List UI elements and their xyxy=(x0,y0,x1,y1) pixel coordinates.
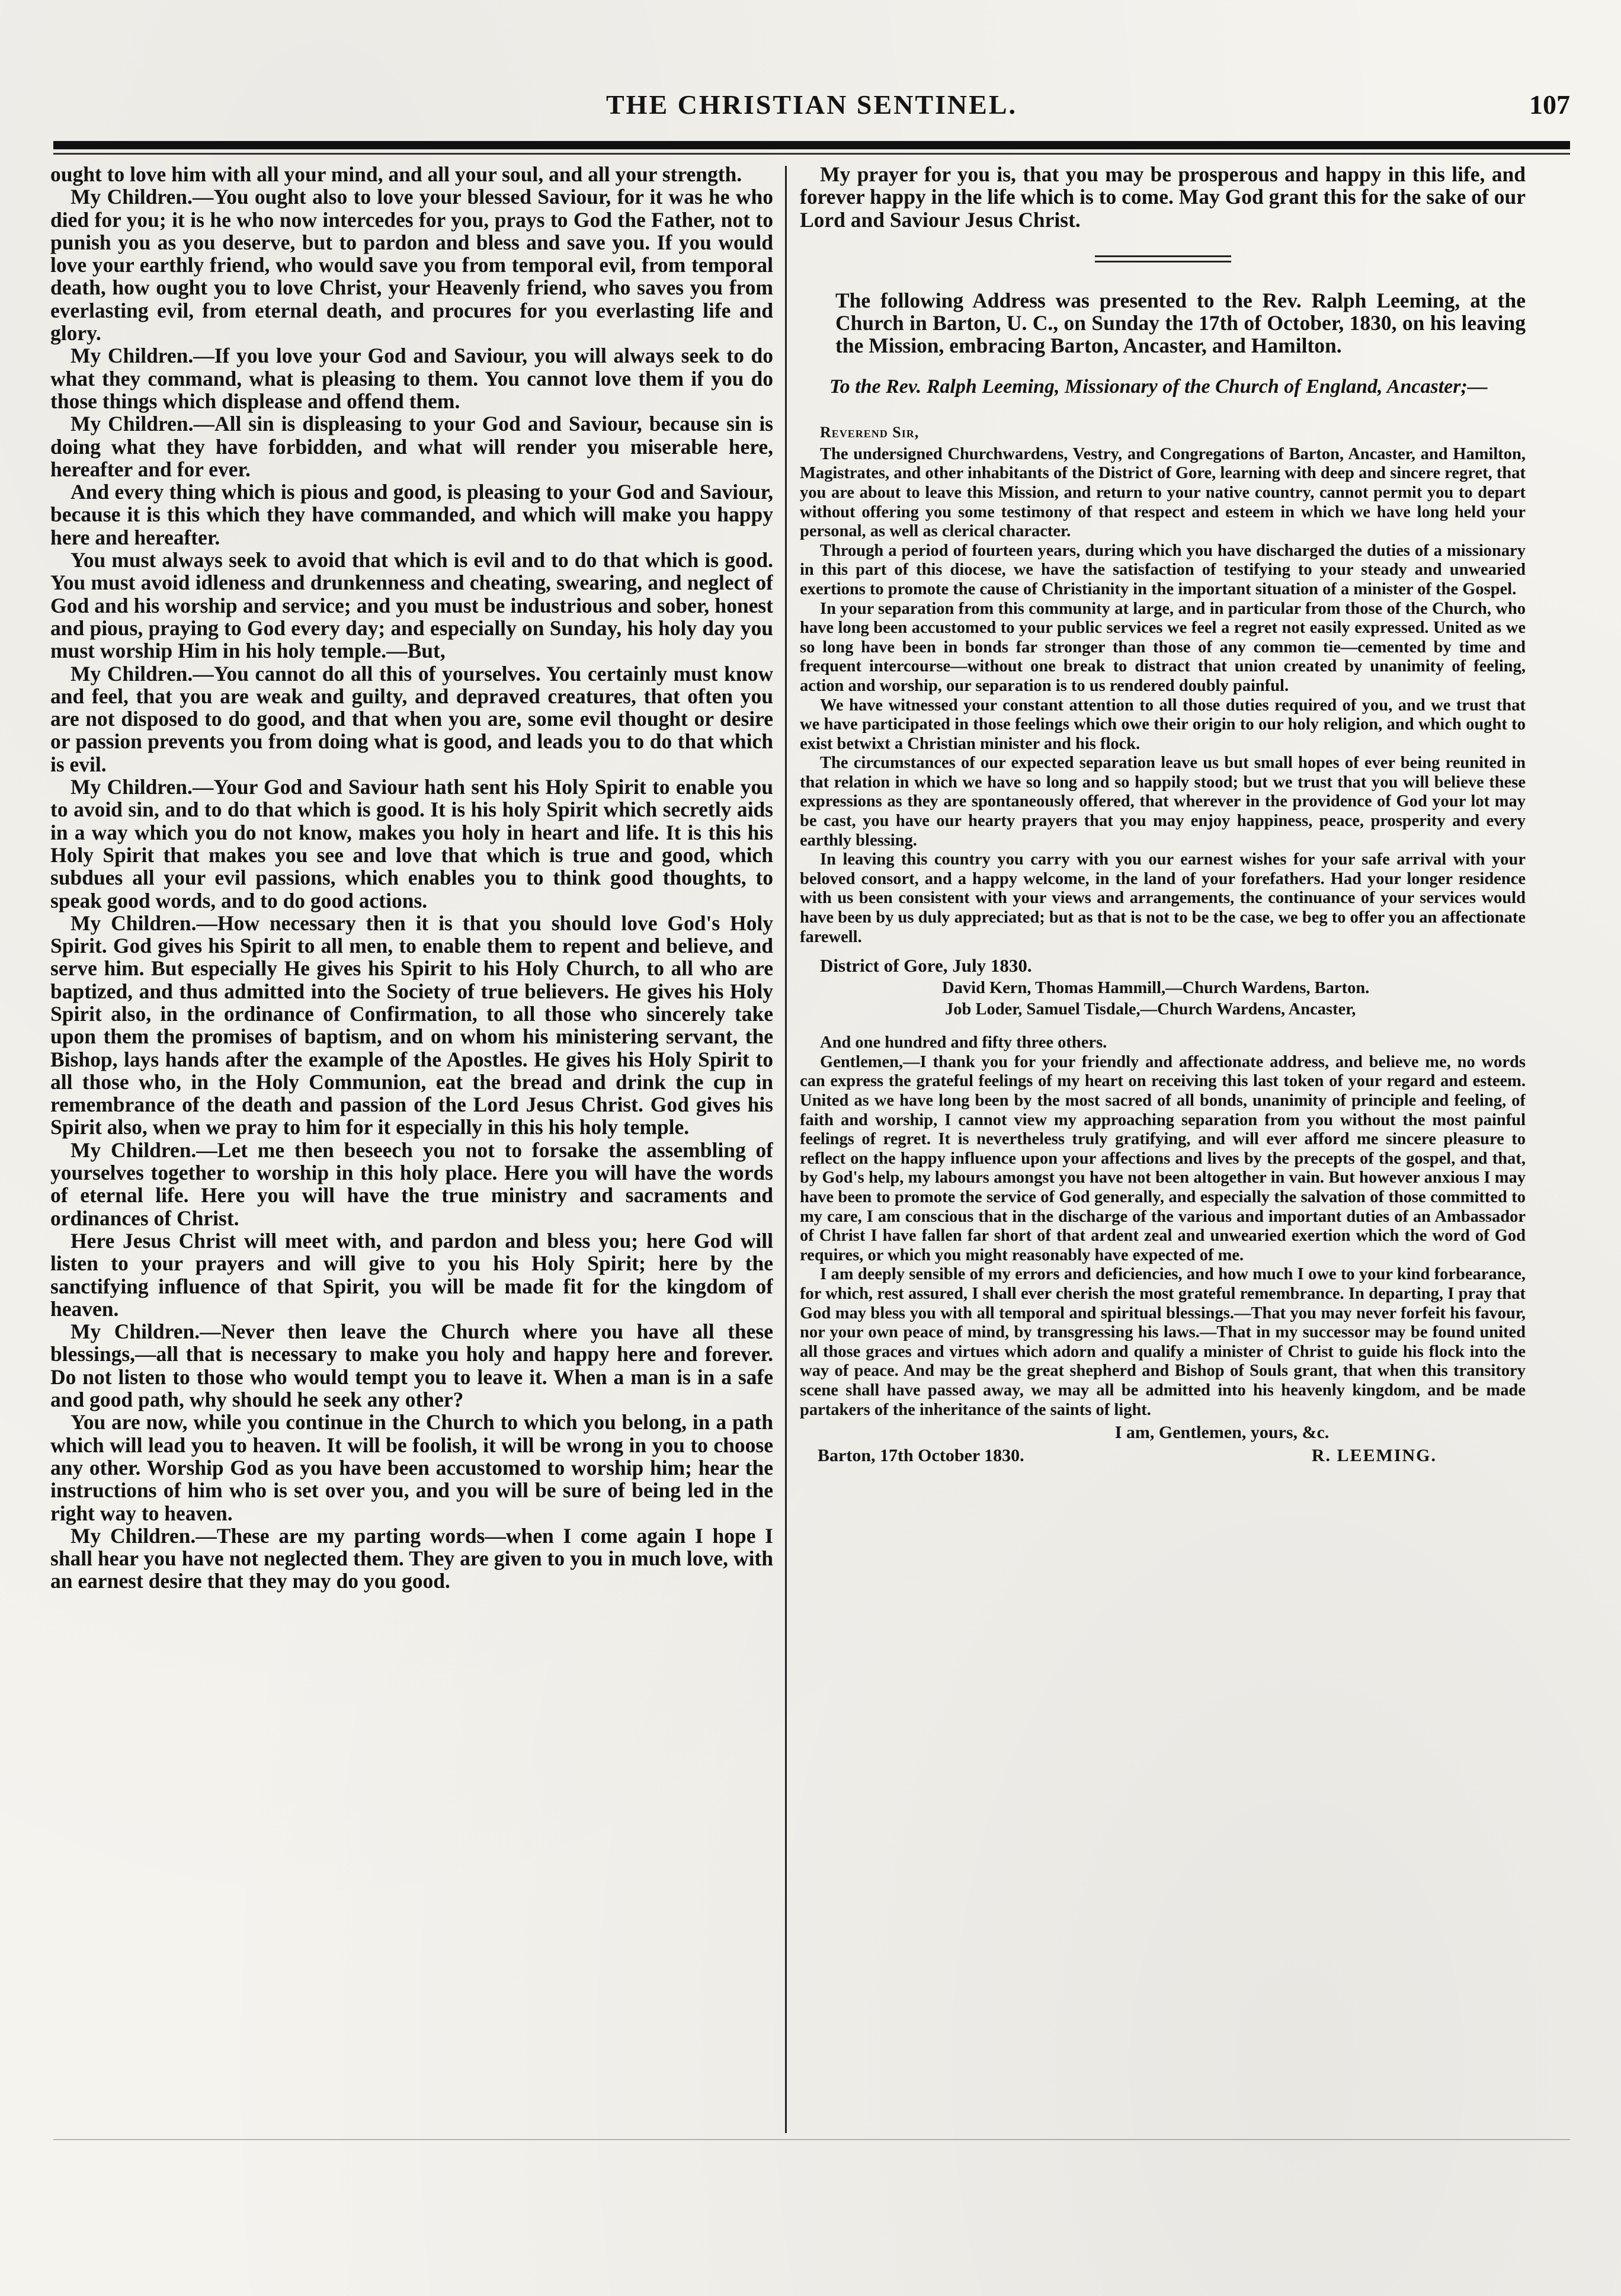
signature-row xyxy=(800,1443,1526,1466)
address-paragraph: The circumstances of our expected separation leave us but small hopes of ever being reunited in that relation in which we have so long and so happily stood; but we trust that you will believe these expressions as they are spontaneously offered, that wherever in the providence of God your lot may be cast, you have our hearty prayers that you may enjoy happiness, peace, prosperity and every earthly blessing. xyxy=(800,754,1526,850)
reply-place-date: Barton, 17th October 1830. xyxy=(818,1446,1024,1466)
address-salutation: Reverend Sir, xyxy=(820,423,920,441)
address-paragraph: Through a period of fourteen years, during which you have discharged the duties of a missionary in this part of this diocese, we have the satisfaction of testifying to your steady and unwearied exertions to promote the cause of Christianity in the important situation of a minister of the Gospel. xyxy=(800,541,1526,598)
left-paragraph: My Children.—All sin is displeasing to your God and Saviour, because sin is doing what they have forbidden, and what will render you miserable here, hereafter and for ever. xyxy=(50,412,773,481)
address-recipient: To the Rev. Ralph Leeming, Missionary of the Church of England, Ancaster;— xyxy=(829,375,1488,398)
page-bottom-edge xyxy=(53,2139,1570,2140)
left-paragraph: My Children.—How necessary then it is that you should love God's Holy Spirit. God gives his Spirit to all men, to enable them to repent and believe, and serve him. But especially He gives his Spirit to his Holy Church, to all who are baptized, and thus admitted into the Society of true believers. He gives his Holy Spirit also, in the ordinance of Confirmation, to all those who sincerely take upon them the promises of baptism, and on whom his ministering servant, the Bishop, lays hands after the example of the Apostles. He gives his Holy Spirit to all those who, in the Holy Communion, eat the bread and drink the cup in remembrance of the death and passion of the Lord Jesus Christ. God gives his Spirit also, when we pray to him for it especially in this his holy temple. xyxy=(50,911,773,1139)
left-column xyxy=(50,163,773,2142)
left-paragraph: My Children.—If you love your God and Saviour, you will always seek to do what they command, what is pleasing to them. You cannot love them if you do those things which displease and offend them. xyxy=(50,344,773,413)
running-head: THE CHRISTIAN SENTINEL. xyxy=(606,89,1018,120)
address-paragraph: In your separation from this community at large, and in particular from those of the Church, who have long been accustomed to your public services we feel a regret not easily expressed. United as we so long have been in bonds far stronger than those of any common tie—cemented by time and frequent intercourse—without one break to distract that union created by unanimity of feeling, action and worship, our separation is to us rendered doubly painful. xyxy=(800,599,1526,695)
reply-signature: R. LEEMING. xyxy=(1311,1446,1437,1466)
signatories-ancaster: Job Loder, Samuel Tisdale,—Church Wardens, Ancaster, xyxy=(945,1000,1356,1019)
left-paragraph: And every thing which is pious and good, is pleasing to your God and Saviour, because it is this which they have commanded, and which will make you happy here and hereafter. xyxy=(50,480,773,549)
left-paragraph: My Children.—You ought also to love your blessed Saviour, for it was he who died for you; it is he who now intercedes for you, prays to God the Father, not to punish you as you deserve, but to pardon and bless and save you. If you would love your earthly friend, who would save you from temporal evil, from temporal death, how ought you to love Christ, your Heavenly friend, who saves you from everlasting evil, from eternal death, and procures for you everlasting life and glory. xyxy=(50,185,773,345)
left-paragraph: Here Jesus Christ will meet with, and pardon and bless you; here God will listen to your prayers and will give to you his Holy Spirit; here by the sanctifying influence of that Spirit, you will be made fit for the kingdom of heaven. xyxy=(50,1228,773,1321)
address-paragraph: In leaving this country you carry with you our earnest wishes for your safe arrival with your beloved consort, and a happy welcome, in the land of your forefathers. Had your longer residence with us been consistent with your views and arrangements, the continuance of your services would have been by us duly appreciated; but as that is not to be the case, we beg to offer you an affectionate farewell. xyxy=(800,850,1526,946)
left-paragraph: My Children.—Let me then beseech you not to forsake the assembling of yourselves together to worship in this holy place. Here you will have the words of eternal life. Here you will have the true ministry and sacraments and ordinances of Christ. xyxy=(50,1138,773,1230)
reply-closing: I am, Gentlemen, yours, &c. xyxy=(1114,1423,1330,1443)
column-divider xyxy=(785,166,787,2133)
address-paragraph: We have witnessed your constant attention to all those duties required of you, and we trust that we have participated in those feelings which owe their origin to our holy religion, and which ought to exist betwixt a Christian minister and his flock. xyxy=(800,696,1526,753)
header-rule-thick xyxy=(53,141,1570,149)
page-number: 107 xyxy=(1529,89,1570,120)
address-dateline: District of Gore, July 1830. xyxy=(820,955,1032,976)
header-rule-thin xyxy=(53,153,1570,155)
other-signatories: And one hundred and fifty three others. xyxy=(820,1033,1107,1052)
address-intro: The following Address was presented to the Rev. Ralph Leeming, at the Church in Barton, U. C., on Sunday the 17th of October, 1830, on his leaving the Mission, embracing Barton, Ancaster, and Hamilton. xyxy=(835,288,1526,358)
right-column xyxy=(800,163,1526,2142)
left-paragraph: My Children.—Your God and Saviour hath sent his Holy Spirit to enable you to avoid sin, and to do that which is good. It is his holy Spirit which secretly aids in a way which you do not know, makes you holy in heart and life. It is this his Holy Spirit that makes you see and love that which is true and good, which subdues all your evil passions, which enables you to think good thoughts, to speak good words, and to do good actions. xyxy=(50,775,773,912)
left-paragraph: ought to love him with all your mind, and all your soul, and all your strength. xyxy=(50,163,742,186)
page-header xyxy=(53,89,1570,130)
left-paragraph: You are now, while you continue in the Church to which you belong, in a path which will lead you to heaven. It will be foolish, it will be wrong in you to choose any other. Worship God as you have been accustomed to worship him; hear the instructions of him who is set over you, and you will be sure of being led in the right way to heaven. xyxy=(50,1410,773,1525)
closing-prayer: My prayer for you is, that you may be prosperous and happy in this life, and forever happy in the life which is to come. May God grant this for the sake of our Lord and Saviour Jesus Christ. xyxy=(800,163,1526,232)
left-paragraph: You must always seek to avoid that which is evil and to do that which is good. You must avoid idleness and drunkenness and cheating, swearing, and neglect of God and his worship and service; and you must be industrious and sober, honest and pious, praying to God every day; and especially on Sunday, his holy day you must worship Him in his holy temple.—But, xyxy=(50,548,773,663)
reply-paragraph: Gentlemen,—I thank you for your friendly and affectionate address, and believe me, no words can express the grateful feelings of my heart on receiving this last token of your regard and esteem. United as we have long been by the most sacred of all bonds, unanimity of principle and feeling, of faith and worship, I cannot view my approaching separation from you without the most painful feelings of regret. It is nevertheless truly gratifying, and will ever afford me sincere pleasure to reflect on the happy influence upon your affections and lives by the precepts of the gospel, and that, by God's help, my labours amongst you have not been altogether in vain. But however anxious I may have been to promote the service of God generally, and especially the salvation of those committed to my care, I am conscious that in the discharge of the various and important duties of an Ambassador of Christ I have fallen far short of that ardent zeal and unwearied exertion which the word of God requires, or which you might reasonably have expected of me. xyxy=(800,1052,1526,1264)
section-ornament xyxy=(800,255,1526,263)
address-paragraph: The undersigned Churchwardens, Vestry, and Congregations of Barton, Ancaster, and Hamilton, Magistrates, and other inhabitants of the District of Gore, learning with deep and sincere regret, that you are about to leave this Mission, and return to your native country, cannot permit you to depart without offering you some testimony of that respect and esteem in which we have long held your personal, as well as clerical character. xyxy=(800,444,1526,541)
left-paragraph: My Children.—Never then leave the Church where you have all these blessings,—all that is necessary to make you holy and happy here and forever. Do not listen to those who would tempt you to leave it. When a man is in a safe and good path, why should he seek any other? xyxy=(50,1320,773,1412)
signatories-barton: David Kern, Thomas Hammill,—Church Wardens, Barton. xyxy=(942,979,1370,998)
reply-paragraph: I am deeply sensible of my errors and deficiencies, and how much I owe to your kind forbearance, for which, rest assured, I shall ever cherish the most grateful remembrance. In departing, I pray that God may bless you with all temporal and spiritual blessings.—That you may never forfeit his favour, nor your own peace of mind, by transgressing his laws.—That in my successor may be found united all those graces and virtues which adorn and qualify a minister of Christ to guide his flock into the way of peace. And may be the great shepherd and Bishop of Souls grant, that when this transitory scene shall have passed away, we may all be admitted into his heavenly kingdom, and be made partakers of the inheritance of the saints of light. xyxy=(800,1265,1526,1419)
left-paragraph: My Children.—You cannot do all this of yourselves. You certainly must know and feel, that you are weak and guilty, and depraved creatures, that often you are not disposed to do good, and that when you are, some evil thought or desire or passion prevents you from doing what is good, and leads you to do that which is evil. xyxy=(50,661,773,776)
left-paragraph: My Children.—These are my parting words—when I come again I hope I shall hear you have not neglected them. They are given to you in much love, with an earnest desire that they may do you good. xyxy=(50,1523,773,1593)
